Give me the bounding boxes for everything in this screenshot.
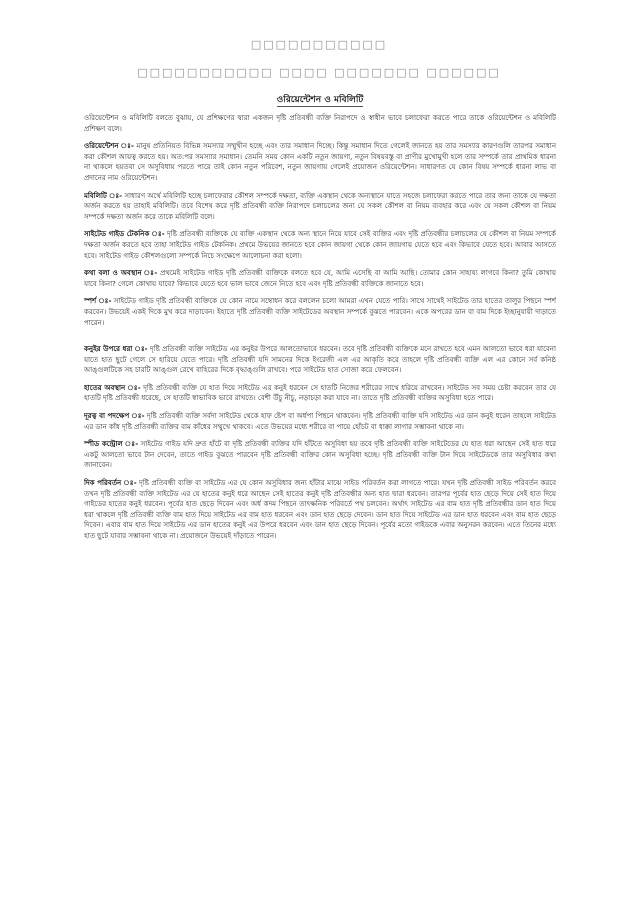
intro-paragraph: ওরিয়েন্টেশন ও মবিলিটি বলতে বুঝায়, যে প্রশিক্ষণের দ্বারা একজন দৃষ্টি প্রতিবন্ধী ব্যক্তি নিরাপদে ও স্বাধীন ভাবে চলাফেরা করতে পারে তাকে ওরিয়েন্টেশন ও মবিলিটি প্রশিক্ষণ বলে।: [84, 114, 556, 133]
section-sighted-guide-technique: [84, 229, 556, 261]
section-text: দৃষ্টি প্রতিবন্ধী ব্যক্তি বা সাইটেড এর যে কোন অসুবিধার জন্য হাঁটার মাঝে সাইড পরিবর্তন করা লাগতে পারে। যখন দৃষ্টি প্রতিবন্ধী সাইড পরিবর্তন করবে তখন দৃষ্টি প্রতিবন্ধী ব্যক্তি সাইটেড এর যে হাতের কনুই ধরে আছেন সেই হাতের কনুই দৃষ্টি প্রতিবন্ধীর অন্য হাত দ্বারা ধরবেন। তারপর পূর্বের হাত ছেড়ে দিয়ে সেই হাত দিয়ে গাইডের হাতের কনুই ধরবেন। পূর্বের হাত ছেড়ে দিবেন এবং অর্ধ কদম পিছনে তাৎক্ষনিক পরিবর্তে পথ চলবেন। অর্থাৎ সাইটেড এর বাম হাত দৃষ্টি প্রতিবন্ধীর ডান হাত দিয়ে ধরা থাকলে দৃষ্টি প্রতিবন্ধী ব্যক্তি বাম হাত দিয়ে সাইটেড এর বাম হাত ধরবেন এবং ডান হাত ছেড়ে দেবেন। ডান হাত দিয়ে সাইটেড এর ডান হাত ধরবেন এবং বাম হাত ছেড়ে দিবেন। এবার বাম হাত দিয়ে সাইটেড এর ডান হাতের কনুই এর উপরে ধরবেন এবং ডান হাত ছেড়ে দিবেন। পূর্বের মতো গাইডকে এবার অনুসরন করবেন। এতে তিনের মধ্যে হাত ছুটে যাবার সম্ভাবনা থাকে না। প্রয়োজনে উভয়েই দাঁড়াতে পারেন।: [84, 479, 556, 540]
section-heading: কনুইর উপরে ধরা ঃ-: [84, 345, 148, 354]
section-heading: কথা বলা ও অবস্থান ঃ-: [84, 269, 158, 278]
section-mobility: [84, 191, 556, 223]
section-distance-or-step: [84, 411, 556, 432]
section-heading: ওরিয়েন্টেশন ঃ-: [84, 142, 134, 151]
document-title: [84, 94, 556, 106]
section-changing-direction: [84, 478, 556, 542]
section-text: সাইটেড গাইড দৃষ্টি প্রতিবন্ধী ব্যক্তিকে যে কোন নামে সম্বোধন করে বললেন চলো আমরা এখন যেতে পারি। সাথে সাথেই সাইটেড তার হাতের তালুর পিছনে স্পর্শ করবেন। উভয়েই একই দিকে মুখ করে দাড়াবেন। ইহাতে দৃষ্টি প্রতিবন্ধী ব্যক্তি সাইটেডের অবস্থান সম্পর্কে বুঝতে পারবেন। একে অপরের ডান বা বাম দিকে ইচ্ছানুযায়ী দাড়াতে পারেন।: [84, 297, 556, 327]
section-orientation: [84, 141, 556, 183]
section-holding-above-elbow: [84, 344, 556, 376]
section-text: সাধারণ অর্থে মবিলিটি হচ্ছে চলাফেরার কৌশল সম্পর্কে দক্ষতা, ব্যক্তি একস্থান থেকে অন্যস্থানে যাতে সহজে চলাফেরা করতে পারে তার জন্য তাকে যে দক্ষতা অর্জন করতে হয় তাহাই মবিলিটি। তবে বিশেষ করে দৃষ্টি প্রতিবন্ধী ব্যক্তি নিরাপদে চলাচলের জন্য যে সকল কৌশল বা নিয়ম ব্যবহার করে এবং যে সকল কৌশল বা নিয়ম সম্পর্কে দক্ষতা অর্জন করে তাকে মবিলিটি বলে।: [84, 191, 556, 221]
scanned-document: [84, 94, 556, 854]
section-text: সাইটেড গাইড যদি দ্রুত হাঁটে বা দৃষ্টি প্রতিবন্ধী ব্যক্তির যদি হাঁটতে অসুবিধা হয় তবে দৃষ্টি প্রতিবন্ধী ব্যক্তি সাইটেডের যে হাত ধরা আছেন সেই হাত ধরে একটু আলতো ভাবে টান দেবেন, তাতে গাইড বুঝতে পারবেন দৃষ্টি প্রতিবন্ধী ব্যক্তির কোন অসুবিধা হচ্ছে। দৃষ্টি প্রতিবন্ধী ব্যক্তি টান দিয়ে সাইটেডকে তার অসুবিধার কথা জানাবেন।: [84, 440, 556, 470]
section-touch: [84, 296, 556, 328]
section-heading: দূরত্ব বা পদক্ষেপ ঃ-: [84, 412, 145, 421]
section-text: দৃষ্টি প্রতিবন্ধী ব্যক্তি যে হাত দিয়ে সাইটেড এর কনুই ধরবেন সে হাতটি নিজের শরীরের সাথে ধরিয়ে রাখবেন। সাইটেড সব সময় চেষ্টা করবেন তার যে হাতটি দৃষ্টি প্রতিবন্ধী ধরেছে, সে হাতটি স্বাভাবিক ভাবে রাখতে। বেশী উঁচু নীচু, নড়াচড়া করা যাবে না। তাতে দৃষ্টি প্রতিবন্ধী ব্যক্তির অসুবিধা হতে পারে।: [84, 383, 556, 403]
section-speed-control: [84, 439, 556, 471]
section-text: দৃষ্টি প্রতিবন্ধী ব্যক্তিকে যে ব্যক্তি একস্থান থেকে অন্য স্থানে নিয়ে যাবে সেই ব্যক্তির এবং দৃষ্টি প্রতিবন্ধীর চলাচলের যে কৌশল বা নিয়ম সম্পর্কে দক্ষতা অর্জন করতে হবে তাহা সাইটেড গাইড টেকনিক। প্রথমে উভয়ের জানতে হবে কোন জায়গা থেকে কোন জায়গায় যেতে হবে এবং কিভাবে যেতে হবে। আবার আসতে হবে। সাইটেড গাইড কৌশলগুলো সম্পর্কে নিচে সংক্ষেপে আলোচনা করা হলো।: [84, 230, 556, 260]
page-header-line-1: □□□□□□□□□□□: [250, 38, 388, 51]
section-heading: স্পীড কন্ট্রোল ঃ-: [84, 440, 139, 449]
section-heading: মবিলিটি ঃ-: [84, 191, 123, 200]
document-title-text: ওরিয়েন্টেশন ও মবিলিটি: [276, 95, 364, 105]
section-heading: দিক পরিবর্তন ঃ-: [84, 479, 137, 488]
section-text: দৃষ্টি প্রতিবন্ধী ব্যক্তি সাইটেড এর কনুইর উপরে আলতোভাবে ধরবেন। তবে দৃষ্টি প্রতিবন্ধী ব্যক্তিকে মনে রাখতে হবে এমন আলতো ভাবে ধরা যাবেনা যাতে হাত ছুটে গেলে সে হারিয়ে যেতে পারে। দৃষ্টি প্রতিবন্ধী যদি সামনের দিকে ইংরেজী এল এর আকৃতি করে তাহলে দৃষ্টি প্রতিবন্ধী ব্যক্তি এল এর কোনে সর্ব কনিষ্ঠ আঙ্গুলটিকে সহ চারটি আঙ্গুল রেখে বাহিরের দিকে বৃদ্ধাঙ্গুলি রাখবে। পরে সাইটেড হাত সোজা করে ফেলবেন।: [84, 345, 556, 375]
section-text: প্রথমেই সাইটেড গাইড দৃষ্টি প্রতিবন্ধী ব্যক্তিকে বলতে হবে যে, আমি এসেছি বা আমি আছি। তোমার কোন সাহায্য লাগবে কিনা? তুমি কোথায় যাবে কিনা? গেলে কোথায় যাবে? কিভাবে যেতে হবে ভাল ভাবে জেনে নিতে হবে এবং দৃষ্টি প্রতিবন্ধী ব্যক্তিকে জানাতে হবে।: [84, 269, 556, 288]
section-text: মানুষ প্রতিনিয়ত বিভিন্ন সমস্যার সম্মুখীন হচ্ছে এবং তার সমাধান দিচ্ছে। কিন্তু সমাধান দিতে গেলেই জানতে হয় তার সমস্যার কারণগুলি তারপর সমাধান করা কৌশল আয়ত্ব করতে হয়। অত:পর সমস্যার সমাধান। তেমনি সময় কোন একটি নতুন জায়গা, নতুন বিষয়বস্তু বা প্রাণীর মুখোমুখী হলে তার সম্পর্কে তার প্রাথমিক ধারনা না থাকলে হয়তবা সে অসুবিধায় পরতে পারে তাই কোন নতুন পরিবেশ, নতুন জায়গায় গেলেই প্রয়োজন ওরিয়েন্টেশন। সাধারণত যে কোন বিষয় সম্পর্কে ধারনা লাভ বা প্রদানের নাম ওরিয়েন্টেশন।: [84, 142, 556, 182]
section-heading: সাইটেড গাইড টেকনিক ঃ-: [84, 230, 165, 239]
section-heading: স্পর্শ ঃ-: [84, 297, 112, 306]
page-header-line-2: □□□□□□□□□□□ □□□□ □□□□□□□ □□□□□□: [137, 66, 501, 79]
section-hand-position: [84, 383, 556, 404]
section-heading: হাতের অবস্থান ঃ-: [84, 383, 141, 392]
section-text: দৃষ্টি প্রতিবন্ধী ব্যক্তি সর্বদা সাইটেড থেকে হাফ ষ্টেপ বা অর্ধপা পিছনে থাকবেন। দৃষ্টি প্রতিবন্ধী ব্যক্তি যদি সাইটেড এর ডান কনুই ধরেন তাহলে সাইটেড এর ডান কাঁধ দৃষ্টি প্রতিবন্ধী ব্যক্তির বাম কাঁধের সম্মুখে থাকবে। এতে উভয়ের মধ্যে শরীরে বা পায়ে হোঁচট বা ধাক্কা লাগার সম্ভাবনা থাকে না।: [84, 412, 556, 431]
section-speaking-and-position: [84, 268, 556, 289]
